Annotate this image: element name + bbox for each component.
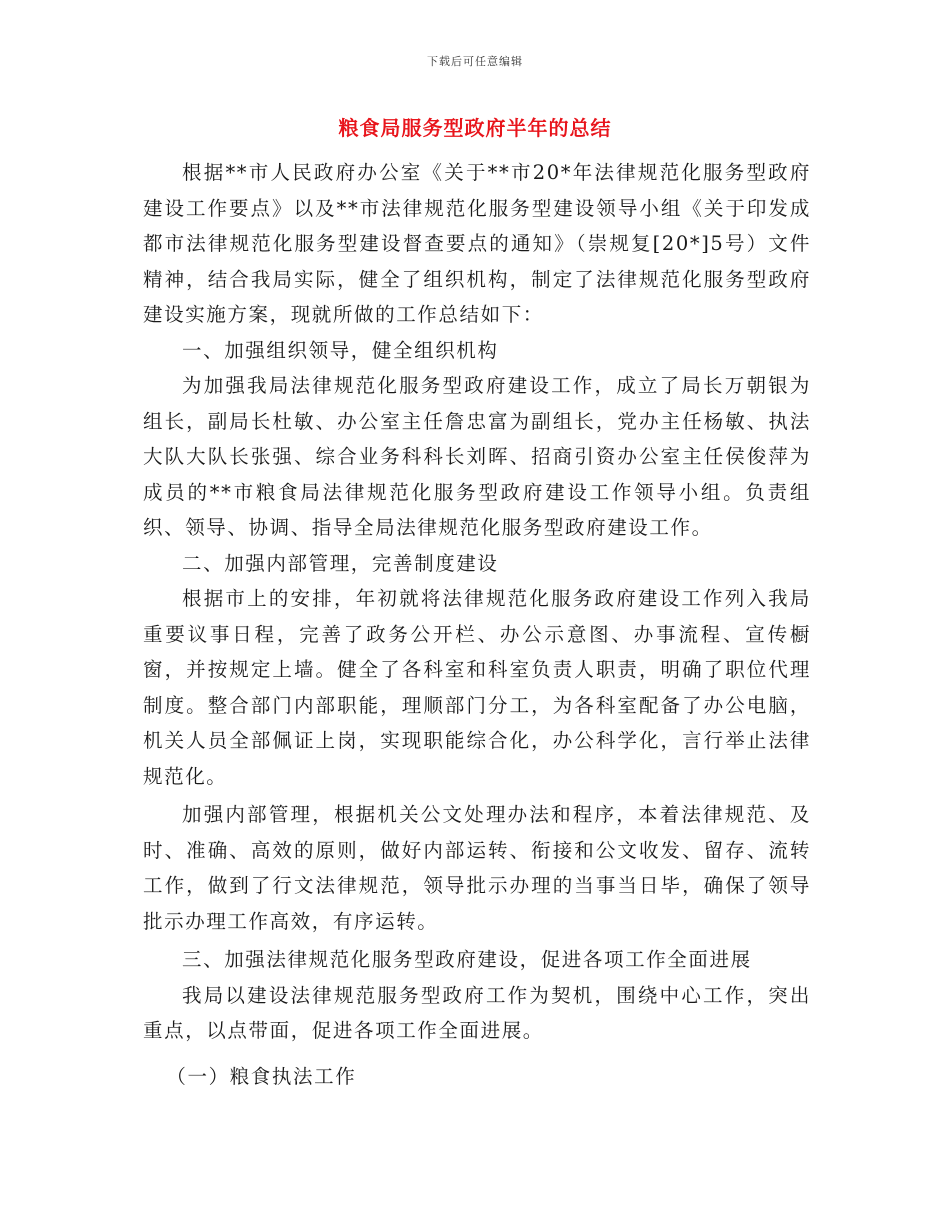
section-3-paragraph: 我局以建设法律规范服务型政府工作为契机，围绕中心工作，突出重点，以点带面，促进各项工作全面进展。 bbox=[143, 983, 811, 1042]
section-heading-1: 一、加强组织领导，健全组织机构 bbox=[182, 338, 499, 362]
section-heading-2: 二、加强内部管理，完善制度建设 bbox=[182, 551, 499, 575]
document-body bbox=[143, 155, 811, 1094]
section-2-paragraph-2: 加强内部管理，根据机关公文处理办法和程序，本着法律规范、及时、准确、高效的原则，做好内部运转、衔接和公文收发、留存、流转工作，做到了行文法律规范，领导批示办理的当事当日毕，确保了领导批示办理工作高效，有序运转。 bbox=[143, 803, 811, 933]
section-heading-3: 三、加强法律规范化服务型政府建设，促进各项工作全面进展 bbox=[182, 948, 752, 971]
section-2-paragraph-1: 根据市上的安排，年初就将法律规范化服务政府建设工作列入我局重要议事日程，完善了政务公开栏、办公示意图、办事流程、宣传橱窗，并按规定上墙。健全了各科室和科室负责人职责，明确了职位代理制度。整合部门内部职能，理顺部门分工，为各科室配备了办公电脑，机关人员全部佩证上岗，实现职能综合化，办公科学化，言行举止法律规范化。 bbox=[143, 587, 811, 788]
intro-paragraph: 根据**市人民政府办公室《关于**市20*年法律规范化服务型政府建设工作要点》以及**市法律规范化服务型建设领导小组《关于印发成都市法律规范化服务型建设督查要点的通知》（崇规复[20*]5号）文件精神，结合我局实际，健全了组织机构，制定了法律规范化服务型政府建设实施方案，现就所做的工作总结如下： bbox=[143, 161, 811, 326]
header-note: 下载后可任意编辑 bbox=[427, 55, 523, 68]
section-1-paragraph: 为加强我局法律规范化服务型政府建设工作，成立了局长万朝银为组长，副局长杜敏、办公室主任詹忠富为副组长，党办主任杨敏、执法大队大队长张强、综合业务科科长刘晖、招商引资办公室主任侯俊萍为成员的**市粮食局法律规范化服务型政府建设工作领导小组。负责组织、领导、协调、指导全局法律规范化服务型政府建设工作。 bbox=[143, 374, 811, 539]
subsection-heading-1: （一）粮食执法工作 bbox=[166, 1064, 357, 1088]
document-title: 粮食局服务型政府半年的总结 bbox=[338, 116, 612, 140]
